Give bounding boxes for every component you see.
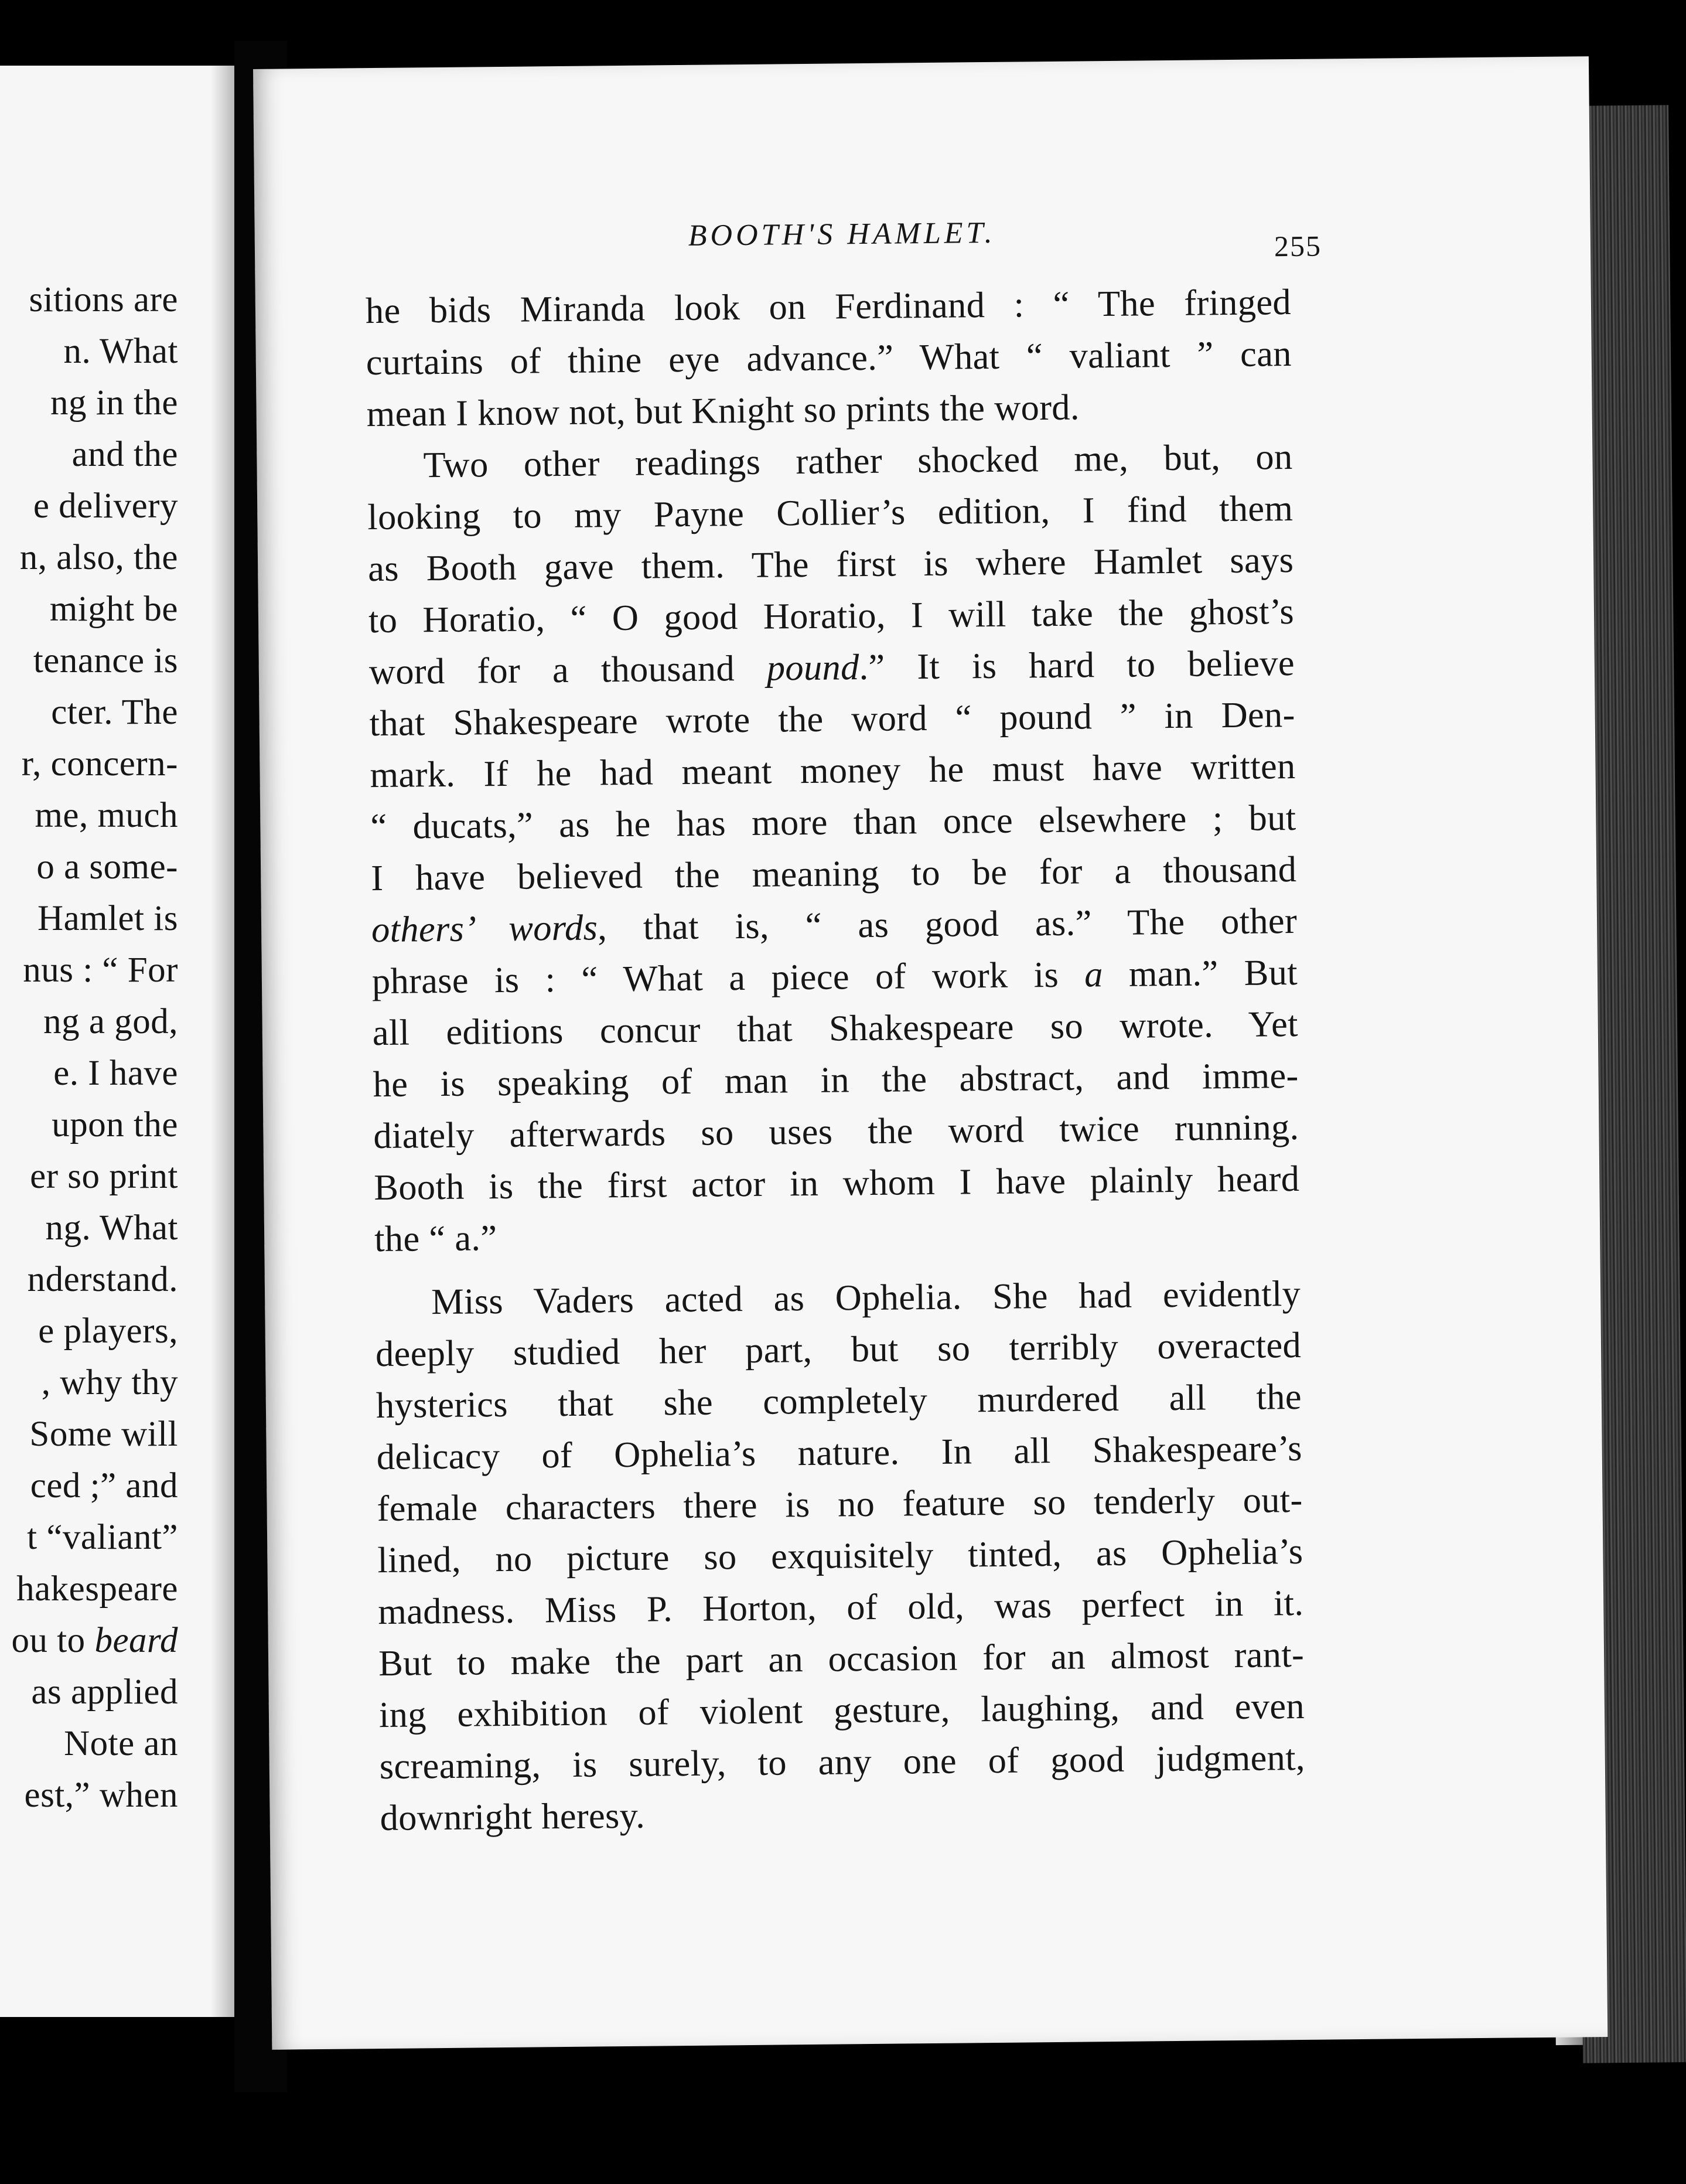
left-facing-page (0, 66, 234, 2017)
text-line (371, 895, 1298, 955)
left-line: might be (49, 590, 178, 629)
italic-word: pound (766, 646, 859, 689)
left-line: e. I have (53, 1054, 178, 1093)
page-number: 255 (1274, 229, 1322, 263)
left-line: me, much (35, 796, 178, 835)
left-line: cter. The (51, 693, 178, 732)
body-text (366, 276, 1306, 1844)
text-line: the “ a.” (374, 1217, 497, 1260)
text-line: looking to my Payne Collier’s edition, I find them (367, 487, 1293, 538)
left-line: nderstand. (27, 1260, 178, 1299)
text-line (372, 946, 1298, 1007)
italic-phrase: others’ words (371, 907, 598, 950)
text-line: Booth is the first actor in whom I have plainly heard (373, 1157, 1300, 1208)
left-line: ng. What (45, 1208, 178, 1248)
text-line: Miss Vaders acted as Ophelia. She had evidently (431, 1272, 1301, 1323)
left-line: Note an (64, 1724, 178, 1763)
left-line: n. What (63, 332, 178, 371)
text-line: “ ducats,” as he has more than once elsewhere ; but (370, 796, 1296, 847)
text-segment: .” It is hard to believe (859, 642, 1295, 688)
text-line: all editions concur that Shakespeare so wrote. Yet (372, 1003, 1299, 1054)
text-line: Two other readings rather shocked me, but, on (423, 435, 1293, 486)
gutter-shadow (211, 66, 234, 2017)
text-line: he bids Miranda look on Ferdinand : “ The fringed (365, 281, 1292, 332)
left-line: er so print (30, 1157, 178, 1196)
text-line: curtains of thine eye advance.” What “ valiant ” can (366, 333, 1292, 383)
text-line: downright heresy. (380, 1794, 646, 1839)
left-line: Some will (29, 1415, 178, 1454)
right-page (253, 56, 1607, 2050)
text-line: mark. If he had meant money he must have written (370, 745, 1296, 796)
text-line: as Booth gave them. The first is where Hamlet says (367, 539, 1294, 590)
left-line: r, concern- (21, 744, 178, 783)
text-line: But to make the part an occasion for an almost rant- (378, 1633, 1305, 1684)
text-line: I have believed the meaning to be for a thousand (370, 848, 1297, 899)
left-line: ng in the (50, 383, 178, 423)
left-line: t “valiant” (27, 1518, 178, 1557)
italic-word: a (1084, 953, 1104, 995)
text-segment: phrase is : “ What a piece of work is (371, 953, 1059, 1002)
text-line: deeply studied her part, but so terribly overacted (375, 1324, 1302, 1375)
text-line: female characters there is no feature so tenderly out- (377, 1478, 1303, 1529)
left-line: sitions are (29, 280, 178, 319)
text-line: that Shakespeare wrote the word “ pound ” in Den- (369, 693, 1295, 744)
text-segment: man.” But (1128, 951, 1298, 994)
text-line: he is speaking of man in the abstract, and imme- (373, 1054, 1299, 1105)
text-line: ing exhibition of violent gesture, laughing, and even (378, 1685, 1305, 1736)
text-line (368, 637, 1295, 697)
text-line: mean I know not, but Knight so prints the word. (366, 386, 1080, 435)
left-line: e delivery (33, 486, 178, 526)
left-line: e players, (38, 1311, 178, 1351)
left-line-text: ou to (11, 1621, 86, 1660)
text-segment: , that is, “ as good as.” The other (597, 900, 1298, 948)
text-segment: word for a thousand (368, 648, 735, 693)
text-line: to Horatio, “ O good Horatio, I will take the ghost’s (368, 590, 1295, 641)
left-line: o a some- (36, 847, 178, 887)
left-line: n, also, the (19, 538, 178, 577)
left-line: nus : “ For (23, 950, 178, 990)
left-line: tenance is (33, 641, 178, 680)
text-line: hysterics that she completely murdered all the (376, 1375, 1302, 1426)
left-line-italic: beard (94, 1621, 178, 1660)
left-line: and the (71, 435, 178, 474)
left-line: ng a god, (43, 1002, 178, 1041)
text-line: madness. Miss P. Horton, of old, was perfect in it. (377, 1582, 1304, 1633)
running-head: BOOTH'S HAMLET. (688, 216, 996, 253)
text-line: lined, no picture so exquisitely tinted, as Ophelia’s (377, 1530, 1303, 1581)
left-line: est,” when (24, 1776, 178, 1815)
left-line: ced ;” and (30, 1466, 178, 1505)
left-line: Hamlet is (37, 899, 178, 938)
text-line: diately afterwards so uses the word twice running. (373, 1106, 1299, 1157)
left-line: upon the (52, 1105, 178, 1144)
text-line: screaming, is surely, to any one of good judgment, (379, 1736, 1306, 1787)
text-line: delicacy of Ophelia’s nature. In all Shakespeare’s (376, 1427, 1303, 1478)
left-line: as applied (31, 1672, 178, 1712)
left-line (11, 1620, 178, 1661)
left-line: , why thy (41, 1363, 178, 1402)
left-line: hakespeare (16, 1569, 178, 1609)
